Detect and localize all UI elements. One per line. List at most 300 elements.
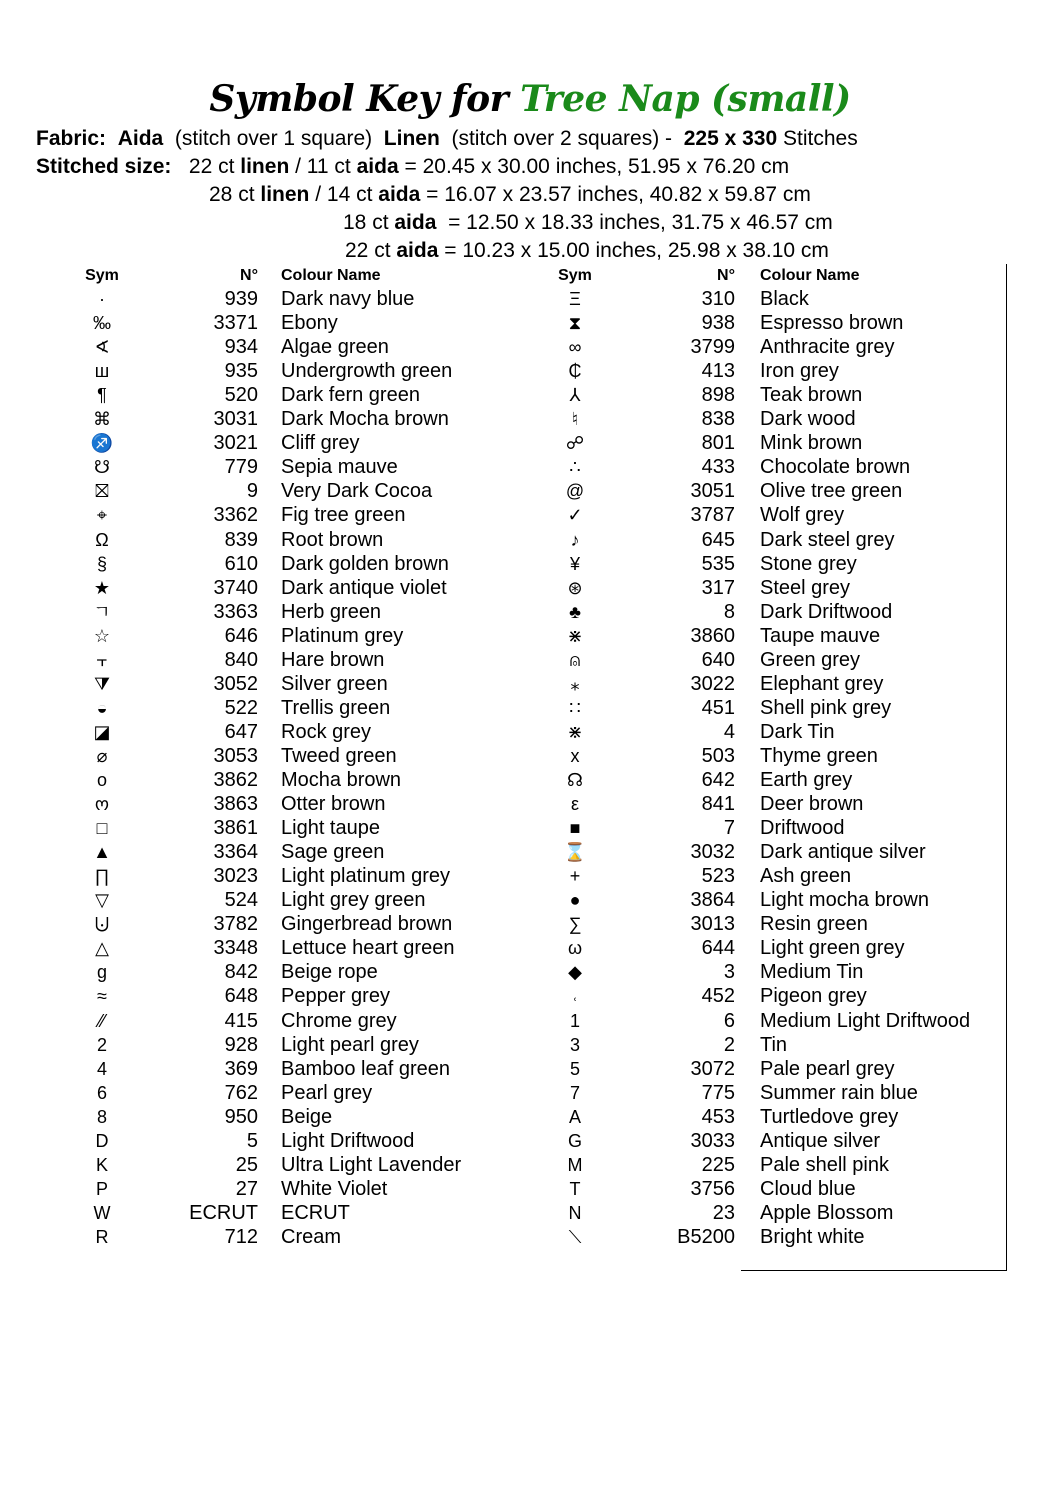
floss-number: 317: [701, 576, 735, 599]
colour-name: Pepper grey: [281, 985, 390, 1008]
table-row: [0, 600, 1060, 624]
symbol-glyph-icon: ⧩: [93, 673, 111, 694]
symbol-glyph-icon: ⌀: [96, 745, 108, 766]
table-row: [0, 287, 1060, 311]
floss-number: 535: [701, 552, 735, 575]
title-prefix: Symbol Key for: [209, 78, 509, 120]
floss-number: 8: [723, 600, 735, 623]
symbol-glyph-icon: R: [95, 1226, 109, 1247]
symbol-glyph-icon: +: [569, 866, 581, 887]
floss-number: B5200: [677, 1225, 735, 1248]
table-row: [0, 1105, 1060, 1129]
symbol-glyph-icon: W: [93, 1202, 111, 1223]
floss-number: 3362: [213, 504, 258, 527]
symbol-glyph-icon: □: [96, 818, 108, 839]
colour-name: Olive tree green: [760, 480, 903, 503]
symbol-glyph-icon: ∞: [568, 337, 582, 358]
symbol-glyph-icon: A: [568, 1106, 581, 1127]
size-value: = 12.50 x 18.33 inches, 31.75 x 46.57 cm: [442, 211, 833, 234]
floss-number: 841: [701, 793, 735, 816]
floss-number: 838: [701, 408, 735, 431]
floss-number: 645: [701, 528, 735, 551]
symbol-glyph-icon: 8: [96, 1106, 107, 1127]
floss-number: 648: [224, 985, 258, 1008]
colour-name: Cloud blue: [760, 1177, 856, 1200]
floss-number: 712: [224, 1225, 258, 1248]
fabric-word: aida: [356, 155, 399, 178]
count: 18 ct: [343, 211, 389, 234]
colour-name: Sage green: [281, 841, 385, 864]
colour-name: Bamboo leaf green: [281, 1057, 451, 1080]
floss-number: 3033: [690, 1129, 735, 1152]
colour-name: Summer rain blue: [760, 1081, 918, 1104]
colour-name: White Violet: [281, 1177, 388, 1200]
symbol-glyph-icon: ✓: [567, 505, 583, 526]
colour-name: Light platinum grey: [281, 865, 450, 888]
size-value: = 16.07 x 23.57 inches, 40.82 x 59.87 cm: [426, 183, 811, 206]
table-row: [0, 984, 1060, 1008]
floss-number: 9: [246, 480, 258, 503]
symbol-glyph-icon: ‰: [93, 313, 111, 334]
symbol-glyph-icon: 2: [96, 1034, 107, 1055]
table-row: [0, 528, 1060, 552]
header-sym-left: Sym: [85, 267, 119, 284]
floss-number: 3031: [213, 408, 258, 431]
floss-number: 523: [701, 865, 735, 888]
table-row: [0, 311, 1060, 335]
floss-number: 928: [224, 1033, 258, 1056]
colour-name: Medium Tin: [760, 961, 864, 984]
colour-name: Root brown: [281, 528, 384, 551]
colour-name: Sepia mauve: [281, 456, 398, 479]
symbol-glyph-icon: ♣: [569, 601, 581, 622]
floss-number: 3348: [213, 937, 258, 960]
table-row: [0, 768, 1060, 792]
floss-number: 453: [701, 1105, 735, 1128]
symbol-glyph-icon: ₵: [568, 361, 582, 382]
table-row: [0, 960, 1060, 984]
symbol-glyph-icon: ⍝: [569, 649, 581, 670]
colour-name: Green grey: [760, 648, 861, 671]
table-row: [0, 576, 1060, 600]
symbol-glyph-icon: ¥: [569, 553, 580, 574]
colour-name: Chocolate brown: [760, 456, 911, 479]
floss-number: 3756: [690, 1177, 735, 1200]
colour-name: Lettuce heart green: [281, 937, 455, 960]
floss-number: 3051: [690, 480, 735, 503]
symbol-glyph-icon: N: [568, 1202, 582, 1223]
colour-name: Ultra Light Lavender: [281, 1153, 462, 1176]
floss-number: 3022: [690, 672, 735, 695]
colour-name: Silver green: [281, 672, 388, 695]
colour-name: Dark Mocha brown: [281, 408, 449, 431]
symbol-glyph-icon: ⌘: [93, 409, 111, 430]
floss-number: 3864: [690, 889, 735, 912]
table-row: [0, 431, 1060, 455]
colour-name: Espresso brown: [760, 312, 904, 335]
stitch-count: 225 x 330: [683, 127, 778, 150]
fabric-line: [36, 127, 858, 151]
symbol-glyph-icon: ☆: [93, 625, 111, 646]
colour-name: Stone grey: [760, 552, 857, 575]
colour-name: Apple Blossom: [760, 1201, 894, 1224]
table-row: [0, 1153, 1060, 1177]
colour-name: Anthracite grey: [760, 336, 895, 359]
symbol-glyph-icon: ¶: [97, 385, 107, 406]
floss-number: 3371: [213, 312, 258, 335]
floss-number: 3740: [213, 576, 258, 599]
symbol-glyph-icon: ☍: [565, 433, 585, 454]
floss-number: 842: [224, 961, 258, 984]
colour-name: Algae green: [281, 336, 389, 359]
colour-name: Hare brown: [281, 648, 385, 671]
colour-name: Mink brown: [760, 432, 863, 455]
colour-name: Gingerbread brown: [281, 913, 453, 936]
colour-name: Otter brown: [281, 793, 386, 816]
colour-name: Dark antique violet: [281, 576, 447, 599]
symbol-glyph-icon: ◆: [568, 962, 582, 983]
floss-number: 433: [701, 456, 735, 479]
symbol-glyph-icon: 3: [569, 1034, 580, 1055]
colour-name: Teak brown: [760, 384, 863, 407]
table-row: [0, 455, 1060, 479]
colour-name: Pale pearl grey: [760, 1057, 895, 1080]
floss-number: 310: [701, 288, 735, 310]
colour-name: Pigeon grey: [760, 985, 867, 1008]
symbol-glyph-icon: △: [95, 938, 109, 959]
symbol-glyph-icon: ო: [94, 794, 110, 815]
symbol-glyph-icon: 6: [96, 1082, 107, 1103]
fabric-word: aida: [378, 183, 421, 206]
colour-name: Deer brown: [760, 793, 864, 816]
symbol-glyph-icon: 4: [96, 1058, 107, 1079]
symbol-glyph-icon: M: [567, 1154, 583, 1175]
symbol-glyph-icon: ⛝: [95, 481, 109, 502]
colour-name: Dark steel grey: [760, 528, 895, 551]
symbol-glyph-icon: ≈: [97, 986, 107, 1007]
symbol-glyph-icon: ⌛: [563, 842, 587, 863]
table-row: [0, 479, 1060, 503]
symbol-glyph-icon: ⟍: [568, 1226, 582, 1247]
stitched-size-label: Stitched size:: [36, 155, 172, 178]
colour-name: Resin green: [760, 913, 868, 936]
floss-number: 610: [224, 552, 258, 575]
floss-number: 369: [224, 1057, 258, 1080]
floss-number: 225: [701, 1153, 735, 1176]
symbol-glyph-icon: P: [95, 1178, 108, 1199]
colour-name: Beige: [281, 1105, 333, 1128]
colour-name: Ash green: [760, 865, 852, 888]
table-row: [0, 1225, 1060, 1249]
symbol-glyph-icon: ⁄⁄: [98, 1010, 105, 1031]
fabric-aida: Aida: [117, 127, 164, 150]
table-row: [0, 672, 1060, 696]
symbol-glyph-icon: @: [565, 481, 585, 502]
floss-number: 3032: [690, 841, 735, 864]
colour-name: Antique silver: [760, 1129, 881, 1152]
colour-name: Light green grey: [760, 937, 905, 960]
colour-name: Elephant grey: [760, 672, 884, 695]
colour-name: Light grey green: [281, 889, 426, 912]
fabric-word: aida: [394, 211, 437, 234]
colour-name: Pale shell pink: [760, 1153, 889, 1176]
colour-name: Light taupe: [281, 817, 380, 840]
stitched-size-line-2: [209, 183, 811, 207]
symbol-glyph-icon: D: [95, 1130, 109, 1151]
header-num-right: N°: [717, 267, 735, 284]
colour-name: Black: [760, 288, 809, 310]
floss-number: 3053: [213, 744, 258, 767]
colour-name: Rock grey: [281, 720, 372, 743]
stitch-count-label: Stitches: [783, 127, 858, 150]
floss-number: 779: [224, 456, 258, 479]
symbol-glyph-icon: ■: [569, 818, 581, 839]
colour-name: Steel grey: [760, 576, 851, 599]
header-name-left: Colour Name: [281, 267, 381, 284]
symbol-glyph-icon: ·: [99, 289, 105, 309]
colour-name: Dark navy blue: [281, 288, 415, 310]
floss-number: 646: [224, 624, 258, 647]
table-row: [0, 335, 1060, 359]
floss-number: 524: [224, 889, 258, 912]
symbol-glyph-icon: 1: [569, 1010, 580, 1031]
floss-number: 452: [701, 985, 735, 1008]
colour-name: Taupe mauve: [760, 624, 881, 647]
floss-number: 840: [224, 648, 258, 671]
colour-name: Herb green: [281, 600, 382, 623]
symbol-glyph-icon: g: [96, 962, 107, 983]
table-row: [0, 816, 1060, 840]
count: / 11 ct: [295, 155, 351, 178]
frame-bottom-border: [741, 1270, 1007, 1271]
floss-number: 503: [701, 744, 735, 767]
symbol-glyph-icon: ♮: [571, 409, 579, 430]
floss-number: 3052: [213, 672, 258, 695]
header-name-right: Colour Name: [760, 267, 860, 284]
table-row: [0, 383, 1060, 407]
table-row: [0, 888, 1060, 912]
symbol-glyph-icon: Ξ: [569, 289, 581, 309]
symbol-glyph-icon: ♐: [90, 433, 114, 454]
symbol-glyph-icon: ω: [567, 938, 583, 959]
floss-number: 3364: [213, 841, 258, 864]
floss-number: 801: [701, 432, 735, 455]
symbol-glyph-icon: ∴: [569, 457, 581, 478]
symbol-glyph-icon: T: [569, 1178, 581, 1199]
symbol-glyph-icon: ∢: [94, 337, 110, 358]
floss-number: 3799: [690, 336, 735, 359]
symbol-glyph-icon: ⋇: [567, 625, 583, 646]
floss-number: 2: [723, 1033, 735, 1056]
table-row: [0, 407, 1060, 431]
symbol-glyph-icon: ⌖: [96, 505, 108, 526]
floss-number: 23: [712, 1201, 735, 1224]
colour-name: Dark antique silver: [760, 841, 926, 864]
colour-name: Light mocha brown: [760, 889, 929, 912]
count: 22 ct: [188, 155, 235, 178]
stitched-size-line-4: [345, 239, 829, 263]
colour-name: Mocha brown: [281, 769, 402, 791]
floss-number: 775: [701, 1081, 735, 1104]
floss-number: 647: [224, 720, 258, 743]
floss-number: 413: [701, 360, 735, 383]
colour-name: Dark fern green: [281, 384, 420, 407]
symbol-glyph-icon: ☋: [94, 457, 110, 478]
floss-number: 451: [701, 696, 735, 719]
colour-name: Wolf grey: [760, 504, 845, 527]
floss-number: 415: [224, 1009, 258, 1032]
colour-name: Shell pink grey: [760, 696, 892, 719]
colour-name: Beige rope: [281, 961, 378, 984]
colour-name: Pearl grey: [281, 1081, 373, 1104]
colour-name: Bright white: [760, 1225, 865, 1248]
symbol-glyph-icon: G: [567, 1130, 582, 1151]
symbol-glyph-icon: ⅄: [569, 385, 581, 406]
colour-name: Medium Light Driftwood: [760, 1009, 971, 1032]
table-row: [0, 864, 1060, 888]
symbol-glyph-icon: ◒: [96, 697, 108, 718]
floss-number: 839: [224, 528, 258, 551]
stitched-size-line-3: [343, 211, 833, 235]
floss-number: 4: [723, 720, 735, 743]
symbol-glyph-icon: ε: [570, 794, 580, 815]
symbol-glyph-icon: ⋇: [567, 721, 583, 742]
floss-number: ECRUT: [189, 1201, 258, 1224]
table-row: [0, 1129, 1060, 1153]
table-row: [0, 840, 1060, 864]
floss-number: 3013: [690, 913, 735, 936]
colour-name: Very Dark Cocoa: [281, 480, 433, 503]
colour-name: Dark Tin: [760, 720, 835, 743]
floss-number: 939: [224, 288, 258, 310]
header-sym-right: Sym: [558, 267, 592, 284]
symbol-glyph-icon: ˓: [572, 986, 578, 1007]
table-row: [0, 936, 1060, 960]
floss-number: 7: [723, 817, 735, 840]
symbol-glyph-icon: ∏: [94, 866, 110, 887]
stitched-size-line-1: [36, 155, 789, 179]
symbol-glyph-icon: 7: [569, 1082, 580, 1103]
table-row: [0, 1177, 1060, 1201]
floss-number: 642: [701, 769, 735, 791]
floss-number: 950: [224, 1105, 258, 1128]
symbol-glyph-icon: ♪: [570, 529, 580, 550]
symbol-glyph-icon: ▲: [93, 842, 111, 863]
table-row: [0, 1081, 1060, 1105]
floss-number: 644: [701, 937, 735, 960]
size-value: = 10.23 x 15.00 inches, 25.98 x 38.10 cm: [444, 239, 829, 262]
floss-number: 3363: [213, 600, 258, 623]
table-row: [0, 1201, 1060, 1225]
fabric-linen-note: (stitch over 2 squares) -: [451, 127, 673, 150]
fabric-linen: Linen: [383, 127, 440, 150]
table-row: [0, 696, 1060, 720]
symbol-glyph-icon: ★: [93, 577, 111, 598]
colour-name: Dark wood: [760, 408, 856, 431]
symbol-glyph-icon: ㄱ: [93, 601, 111, 622]
symbol-glyph-icon: ◪: [93, 721, 111, 742]
fabric-word: linen: [260, 183, 310, 206]
symbol-glyph-icon: o: [96, 770, 107, 790]
floss-number: 6: [723, 1009, 735, 1032]
floss-number: 935: [224, 360, 258, 383]
colour-name: Tin: [760, 1033, 788, 1056]
floss-number: 3860: [690, 624, 735, 647]
page-title: [0, 78, 1060, 120]
table-header: [0, 264, 1060, 288]
floss-number: 3862: [213, 769, 258, 791]
floss-number: 3021: [213, 432, 258, 455]
count: 22 ct: [345, 239, 391, 262]
floss-number: 762: [224, 1081, 258, 1104]
symbol-glyph-icon: ☊: [567, 770, 583, 790]
table-row: [0, 503, 1060, 527]
floss-number: 3863: [213, 793, 258, 816]
colour-name: Light pearl grey: [281, 1033, 419, 1056]
symbol-glyph-icon: x: [570, 745, 580, 766]
colour-name: ECRUT: [281, 1201, 350, 1224]
table-row: [0, 624, 1060, 648]
colour-name: Iron grey: [760, 360, 839, 383]
symbol-glyph-icon: §: [96, 553, 107, 574]
colour-name: Thyme green: [760, 744, 878, 767]
colour-name: Cream: [281, 1225, 342, 1248]
table-row: [0, 1033, 1060, 1057]
colour-name: Tweed green: [281, 744, 397, 767]
colour-name: Dark golden brown: [281, 552, 449, 575]
colour-name: Earth grey: [760, 769, 853, 791]
table-row: [0, 1009, 1060, 1033]
floss-number: 27: [235, 1177, 258, 1200]
symbol-glyph-icon: ⊛: [567, 577, 583, 598]
count: / 14 ct: [315, 183, 373, 206]
table-row: [0, 1057, 1060, 1081]
floss-number: 520: [224, 384, 258, 407]
floss-number: 5: [246, 1129, 258, 1152]
floss-number: 3: [723, 961, 735, 984]
symbol-glyph-icon: ⫟: [96, 649, 108, 670]
table-row: [0, 648, 1060, 672]
colour-name: Dark Driftwood: [760, 600, 893, 623]
floss-number: 3023: [213, 865, 258, 888]
floss-number: 25: [235, 1153, 258, 1176]
symbol-glyph-icon: ∷: [569, 697, 581, 718]
colour-name: Platinum grey: [281, 624, 404, 647]
colour-name: Driftwood: [760, 817, 845, 840]
colour-name: Undergrowth green: [281, 360, 453, 383]
frame-right-border: [1006, 264, 1007, 1270]
symbol-glyph-icon: ш: [94, 361, 110, 382]
table-row: [0, 792, 1060, 816]
symbol-glyph-icon: ▽: [95, 890, 109, 911]
floss-number: 3782: [213, 913, 258, 936]
table-row: [0, 359, 1060, 383]
fabric-word: aida: [396, 239, 439, 262]
colour-name: Turtledove grey: [760, 1105, 899, 1128]
floss-number: 522: [224, 696, 258, 719]
symbol-glyph-icon: K: [95, 1154, 108, 1175]
symbol-glyph-icon: ∑: [568, 914, 582, 935]
count: 28 ct: [209, 183, 255, 206]
symbol-glyph-icon: ⨃: [94, 914, 110, 935]
table-row: [0, 912, 1060, 936]
floss-number: 640: [701, 648, 735, 671]
size-value: = 20.45 x 30.00 inches, 51.95 x 76.20 cm: [404, 155, 790, 178]
symbol-glyph-icon: Ω: [95, 529, 109, 550]
colour-name: Fig tree green: [281, 504, 406, 527]
table-row: [0, 744, 1060, 768]
symbol-glyph-icon: ⧗: [568, 313, 582, 334]
